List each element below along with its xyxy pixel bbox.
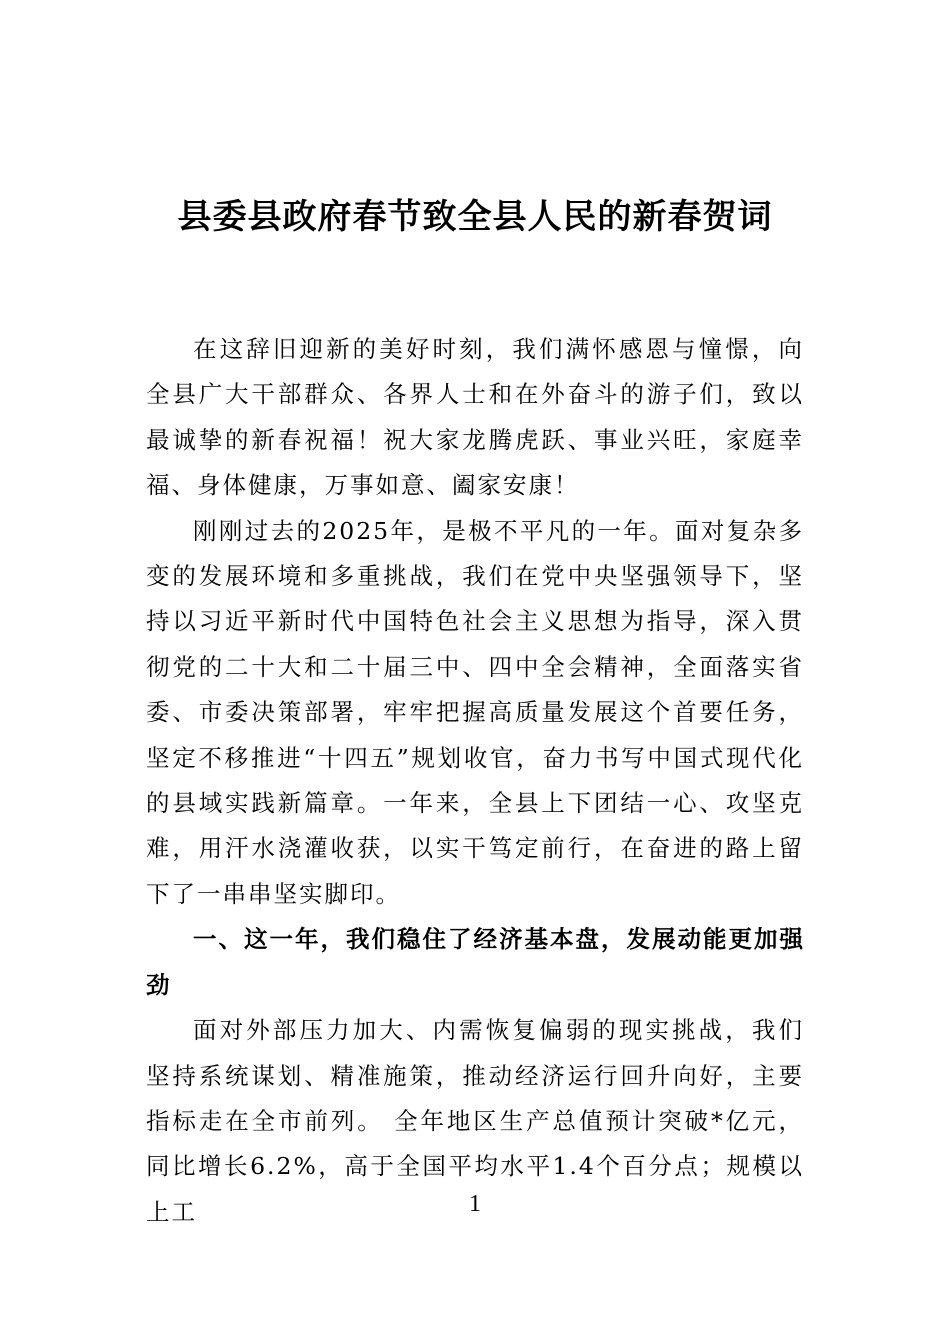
- paragraph-economy: 面对外部压力加大、内需恢复偏弱的现实挑战，我们坚持系统谋划、精准施策，推动经济运行回升向好，主要指标走在全市前列。 全年地区生产总值预计突破*亿元，同比增长6.2%，高于全国平均水平1.4个百分点；规模以上工: [146, 1016, 804, 1226]
- document-body: [146, 327, 804, 1235]
- section-heading: 一、这一年，我们稳住了经济基本盘，发展动能更加强劲: [146, 925, 804, 999]
- paragraph-greeting: 在这辞旧迎新的美好时刻，我们满怀感恩与憧憬，向全县广大干部群众、各界人士和在外奋斗的游子们，致以最诚挚的新春祝福！祝大家龙腾虎跃、事业兴旺，家庭幸福、身体健康，万事如意、阖家安康！: [146, 335, 804, 500]
- paragraph-review: 刚刚过去的2025年，是极不平凡的一年。面对复杂多变的发展环境和多重挑战，我们在党中央坚强领导下，坚持以习近平新时代中国特色社会主义思想为指导，深入贯彻党的二十大和二十届三中、四中全会精神，全面落实省委、市委决策部署，牢牢把握高质量发展这个首要任务，坚定不移推进“十四五”规划收官，奋力书写中国式现代化的县域实践新篇章。一年来，全县上下团结一心、攻坚克难，用汗水浇灌收获，以实干笃定前行，在奋进的路上留下了一串串坚实脚印。: [146, 516, 804, 908]
- document-title: 县委县政府春节致全县人民的新春贺词: [177, 197, 773, 237]
- page-number: 1: [469, 1191, 481, 1217]
